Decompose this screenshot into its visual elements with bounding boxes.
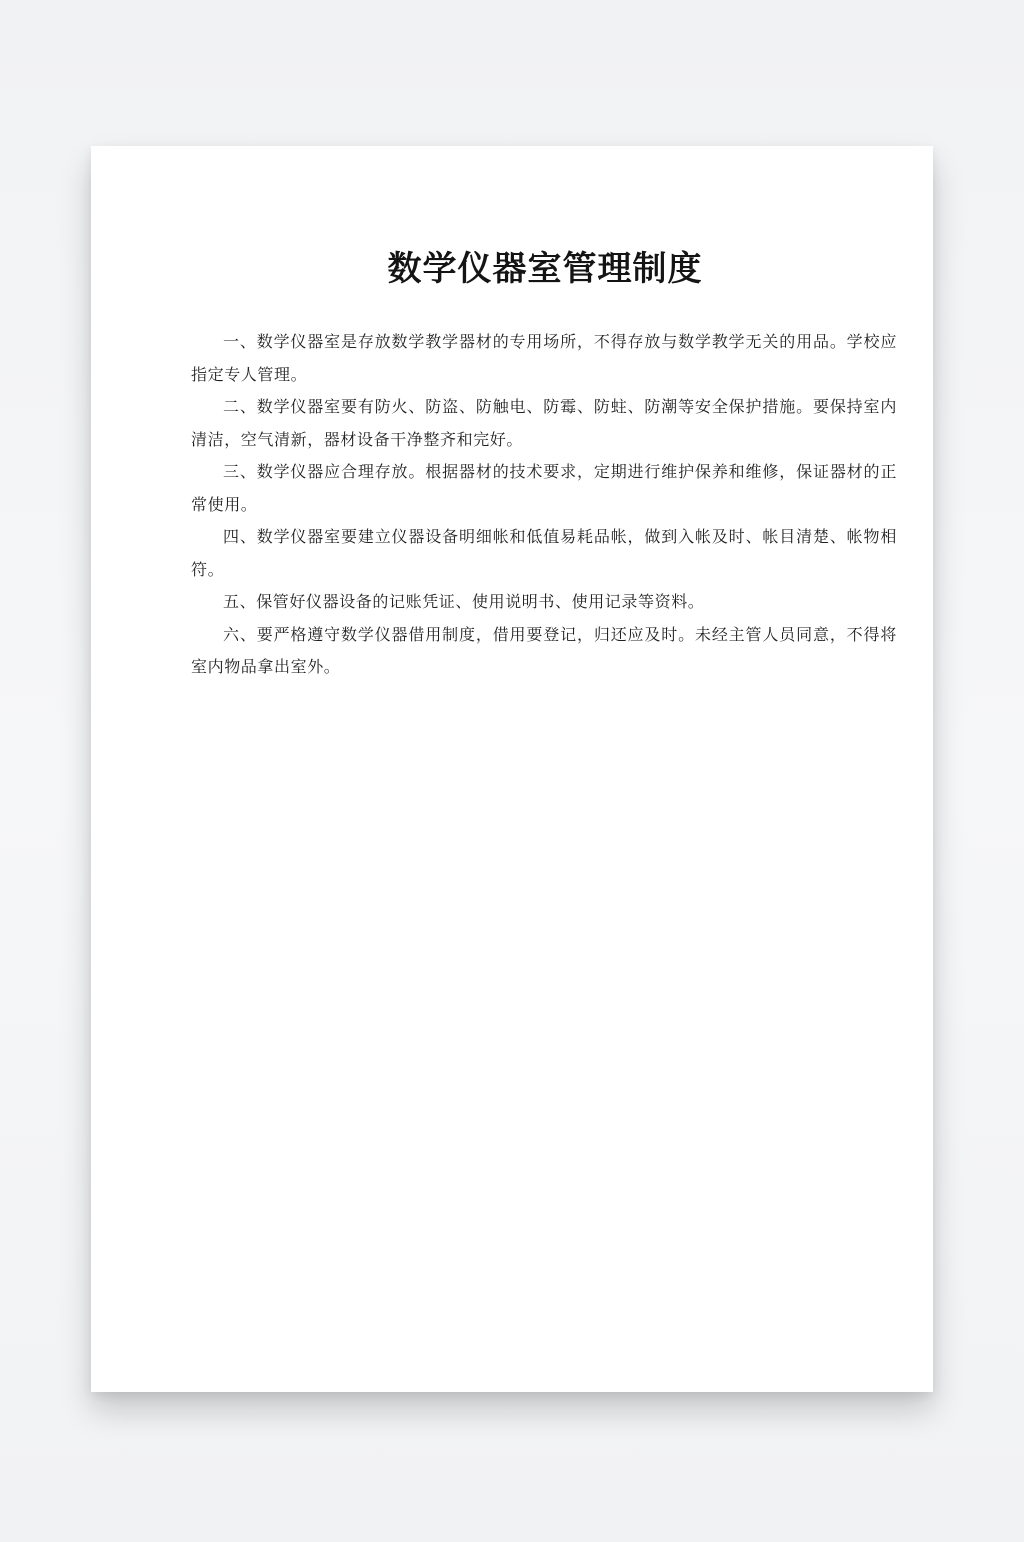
document-body — [191, 326, 897, 684]
paragraph-3: 三、数学仪器应合理存放。根据器材的技术要求，定期进行维护保养和维修，保证器材的正常使用。 — [191, 462, 897, 514]
paragraph-1: 一、数学仪器室是存放数学教学器材的专用场所，不得存放与数学教学无关的用品。学校应指定专人管理。 — [191, 332, 897, 384]
document-page — [91, 146, 933, 1392]
paragraph-4: 四、数学仪器室要建立仪器设备明细帐和低值易耗品帐，做到入帐及时、帐目清楚、帐物相符。 — [191, 527, 897, 579]
document-title: 数学仪器室管理制度 — [387, 249, 703, 289]
paragraph-6: 六、要严格遵守数学仪器借用制度，借用要登记，归还应及时。未经主管人员同意，不得将室内物品拿出室外。 — [191, 624, 897, 676]
paragraph-2: 二、数学仪器室要有防火、防盗、防触电、防霉、防蛀、防潮等安全保护措施。要保持室内清洁，空气清新，器材设备干净整齐和完好。 — [191, 397, 897, 449]
paragraph-5: 五、保管好仪器设备的记账凭证、使用说明书、使用记录等资料。 — [223, 592, 705, 611]
